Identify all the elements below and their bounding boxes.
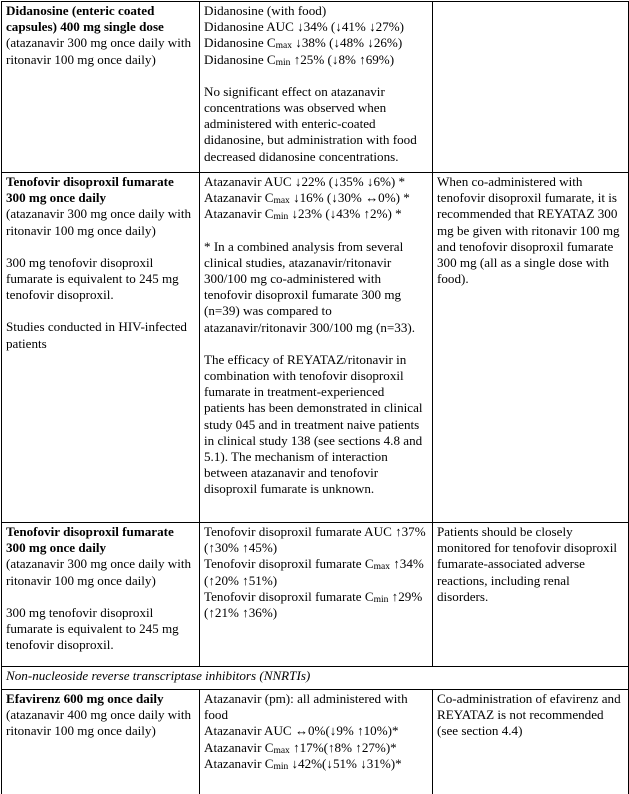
effect-line: Atazanavir $C_{max}$ ↑17%(↑8% ↑27%)* (204, 739, 397, 756)
section-row (2, 667, 629, 690)
drug-title: Efavirenz 600 mg once daily (6, 691, 164, 706)
effect-line: Didanosine $C_{min}$ ↑25% (↓8% ↑69%) (204, 51, 395, 68)
effect-line: Didanosine $C_{max}$ ↓38% (↓48% ↓26%) (204, 35, 403, 52)
recommendation-cell (433, 2, 629, 173)
effects-note: * In a combined analysis from several clinical studies, atazanavir/ritonavir 300/100 mg co-administered with tenofovir disoproxil fumarate 300 mg (n=39) was compared to atazanavir/ritonavir 300/100 mg (n=33). (204, 238, 416, 335)
drug-cell (2, 690, 200, 794)
table-row (2, 2, 629, 173)
drug-detail: (atazanavir 300 mg once daily with ritonavir 100 mg once daily) (6, 556, 192, 588)
table-row (2, 173, 629, 523)
drug-detail: (atazanavir 300 mg once daily with ritonavir 100 mg once daily) (6, 35, 192, 67)
effect-line: Atazanavir $C_{max}$ ↓16% (↓30% ↔0%) * (204, 190, 410, 207)
recommendation-cell: When co-administered with tenofovir disoproxil fumarate, it is recommended that REYATAZ 300 mg be given with ritonavir 100 mg and tenofovir disoproxil fumarate 300 mg (all as a single dose with food). (433, 173, 629, 523)
effect-line: Atazanavir $C_{min}$ ↓42%(↓51% ↓31%)* (204, 755, 402, 772)
drug-note: 300 mg tenofovir disoproxil fumarate is equivalent to 245 mg tenofovir disoproxil. (6, 604, 179, 653)
drug-note: Studies conducted in HIV-infected patients (6, 319, 187, 351)
interaction-table (1, 1, 629, 794)
drug-cell (2, 523, 200, 667)
effects-cell (200, 173, 433, 523)
drug-title: Didanosine (enteric coated capsules) 400 mg single dose (6, 3, 164, 35)
effect-line: Atazanavir (pm): all administered with food (204, 691, 408, 723)
effect-line: Didanosine (with food) (204, 3, 327, 18)
table-row (2, 690, 629, 794)
effect-line: Didanosine AUC ↓34% (↓41% ↓27%) (204, 19, 405, 35)
drug-cell (2, 2, 200, 173)
effects-note: No significant effect on atazanavir concentrations was observed when administered with enteric-coated didanosine, but administration with food decreased didanosine concentrations. (204, 83, 417, 164)
drug-title: Tenofovir disoproxil fumarate 300 mg once daily (6, 524, 174, 556)
effect-line: Tenofovir disoproxil fumarate AUC ↑37% (↑30% ↑45%) (204, 524, 426, 556)
drug-detail: (atazanavir 300 mg once daily with ritonavir 100 mg once daily) (6, 206, 192, 238)
effect-line: Tenofovir disoproxil fumarate $C_{max}$ ↑34% (↑20% ↑51%) (204, 556, 424, 588)
effects-cell (200, 690, 433, 794)
drug-detail: (atazanavir 400 mg once daily with ritonavir 100 mg once daily) (6, 707, 192, 739)
effect-line: Tenofovir disoproxil fumarate $C_{min}$ ↑29% (↑21% ↑36%) (204, 588, 423, 621)
effect-line: Atazanavir $C_{min}$ ↓23% (↓43% ↑2%) * (204, 206, 402, 223)
effect-line: Atazanavir AUC ↔0%(↓9% ↑10%)* (204, 723, 399, 739)
section-header: Non-nucleoside reverse transcriptase inhibitors (NNRTIs) (2, 667, 629, 690)
table-row (2, 523, 629, 667)
drug-title: Tenofovir disoproxil fumarate 300 mg once daily (6, 174, 174, 206)
effects-cell (200, 523, 433, 667)
effect-line: Atazanavir AUC ↓22% (↓35% ↓6%) * (204, 174, 406, 189)
effects-note: The efficacy of REYATAZ/ritonavir in combination with tenofovir disoproxil fumarate in treatment-experienced patients has been demonstrated in clinical study 045 and in treatment naive patients in clinical study 138 (see sections 4.8 and 5.1). The mechanism of interaction between atazanavir and tenofovir disoproxil fumarate is unknown. (204, 351, 423, 497)
effects-cell (200, 2, 433, 173)
recommendation-cell: Patients should be closely monitored for tenofovir disoproxil fumarate-associated adverse reactions, including renal disorders. (433, 523, 629, 667)
drug-cell (2, 173, 200, 523)
recommendation-cell: Co-administration of efavirenz and REYATAZ is not recommended (see section 4.4) (433, 690, 629, 794)
drug-note: 300 mg tenofovir disoproxil fumarate is equivalent to 245 mg tenofovir disoproxil. (6, 254, 179, 303)
